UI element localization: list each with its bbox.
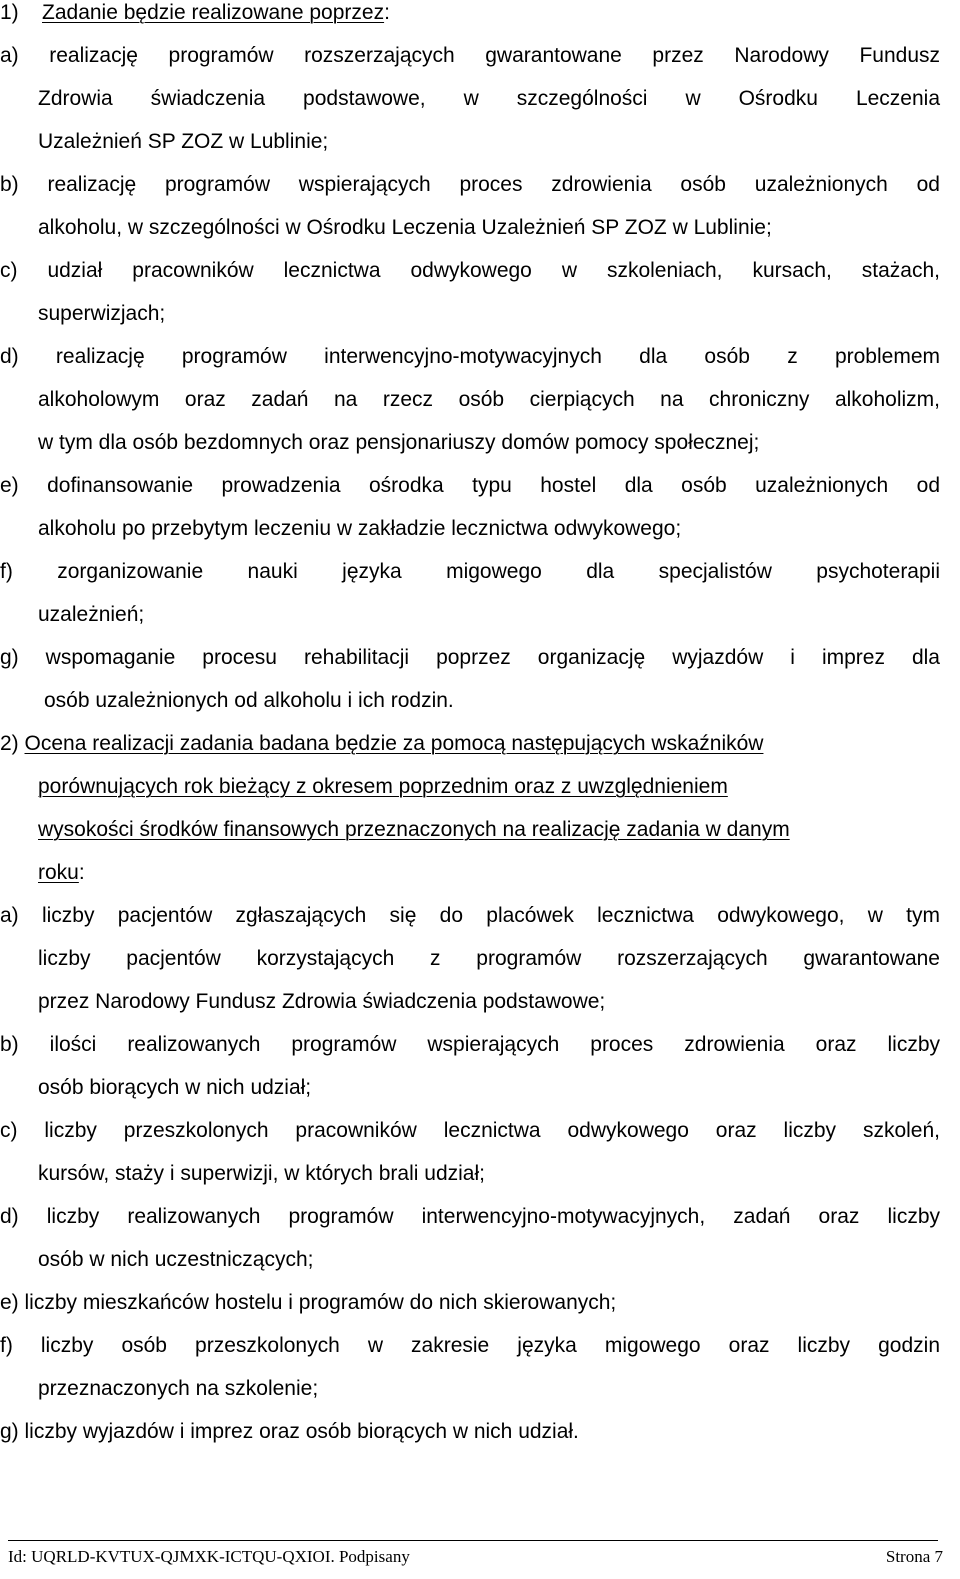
line-text: f) liczby osób przeszkolonych w zakresie języka migowego oraz liczby godzin — [0, 1334, 940, 1357]
line-text: c) liczby przeszkolonych pracowników lecznictwa odwykowego oraz liczby szkoleń, — [0, 1119, 940, 1142]
text-line — [0, 43, 940, 69]
line-tail: : — [384, 1, 390, 24]
text-line — [38, 430, 940, 456]
text-line — [0, 172, 940, 198]
text-line — [0, 1032, 940, 1058]
text-line — [0, 1290, 940, 1316]
text-line — [0, 559, 940, 585]
line-text: g) wspomaganie procesu rehabilitacji poprzez organizację wyjazdów i imprez dla — [0, 646, 940, 669]
footer-rule — [8, 1540, 938, 1541]
line-text: kursów, staży i superwizji, w których brali udział; — [38, 1162, 485, 1185]
text-line — [0, 731, 940, 757]
text-line — [38, 215, 940, 241]
text-line — [0, 1333, 940, 1359]
text-line — [38, 989, 940, 1015]
text-line — [38, 1075, 940, 1101]
text-line — [38, 516, 940, 542]
text-line — [38, 1247, 940, 1273]
text-line — [38, 129, 940, 155]
line-text: osób w nich uczestniczących; — [38, 1248, 314, 1271]
line-text: 1) — [0, 1, 43, 24]
line-tail: : — [78, 861, 85, 884]
text-line — [0, 473, 940, 499]
line-text: a) liczby pacjentów zgłaszających się do placówek lecznictwa odwykowego, w tym — [0, 904, 940, 927]
line-text: g) liczby wyjazdów i imprez oraz osób biorących w nich udział. — [0, 1420, 579, 1443]
line-text: e) dofinansowanie prowadzenia ośrodka typu hostel dla osób uzależnionych od — [0, 474, 940, 497]
text-line — [38, 860, 940, 886]
page-number: Strona 7 — [885, 1547, 943, 1566]
text-line — [0, 344, 940, 370]
line-text: alkoholu, w szczególności w Ośrodku Leczenia Uzależnień SP ZOZ w Lublinie; — [38, 216, 772, 239]
line-text: superwizjach; — [38, 302, 166, 325]
line-text: alkoholowym oraz zadań na rzecz osób cierpiących na chroniczny alkoholizm, — [38, 388, 940, 411]
line-text: d) liczby realizowanych programów interwencyjno-motywacyjnych, zadań oraz liczby — [0, 1205, 940, 1228]
text-line — [38, 774, 944, 800]
line-text: uzależnień; — [38, 603, 145, 626]
text-line — [0, 1118, 940, 1144]
line-text: w tym dla osób bezdomnych oraz pensjonariuszy domów pomocy społecznej; — [38, 431, 760, 454]
line-text: b) ilości realizowanych programów wspierających proces zdrowienia oraz liczby — [0, 1033, 940, 1056]
underlined-text: roku — [38, 861, 79, 884]
line-text: osób biorących w nich udział; — [38, 1076, 312, 1099]
text-line — [0, 903, 940, 929]
text-line — [0, 1204, 940, 1230]
underlined-text: wysokości środków finansowych przeznaczonych na realizację zadania w danym — [38, 818, 790, 841]
line-text: d) realizację programów interwencyjno-motywacyjnych dla osób z problemem — [0, 345, 940, 368]
text-line — [38, 1161, 940, 1187]
text-line — [44, 688, 940, 714]
underlined-text: Ocena realizacji zadania badana będzie za pomocą następujących wskaźników — [24, 732, 764, 755]
text-line — [38, 387, 940, 413]
underlined-text: porównujących rok bieżący z okresem poprzednim oraz z uwzględnieniem — [38, 775, 728, 798]
line-text: e) liczby mieszkańców hostelu i programów do nich skierowanych; — [0, 1291, 617, 1314]
text-line — [38, 946, 940, 972]
line-text: alkoholu po przebytym leczeniu w zakładzie lecznictwa odwykowego; — [38, 517, 682, 540]
document-id: Id: UQRLD-KVTUX-QJMXK-ICTQU-QXIOI. Podpisany — [8, 1547, 410, 1566]
line-text: przez Narodowy Fundusz Zdrowia świadczenia podstawowe; — [38, 990, 606, 1013]
text-line — [0, 0, 940, 26]
line-text: liczby pacjentów korzystających z programów rozszerzających gwarantowane — [38, 947, 940, 970]
line-text: a) realizację programów rozszerzających gwarantowane przez Narodowy Fundusz — [0, 44, 940, 67]
line-text: przeznaczonych na szkolenie; — [38, 1377, 319, 1400]
text-line — [0, 645, 940, 671]
line-text: Zdrowia świadczenia podstawowe, w szczególności w Ośrodku Leczenia — [38, 87, 940, 110]
text-line — [38, 602, 940, 628]
line-text: f) zorganizowanie nauki języka migowego dla specjalistów psychoterapii — [0, 560, 940, 583]
text-line — [0, 258, 940, 284]
text-line — [38, 86, 940, 112]
text-line — [38, 301, 940, 327]
text-line — [0, 1419, 940, 1445]
text-line — [38, 1376, 940, 1402]
text-line — [38, 817, 944, 843]
footer — [8, 1545, 943, 1569]
line-text: c) udział pracowników lecznictwa odwykowego w szkoleniach, kursach, stażach, — [0, 259, 940, 282]
line-text: b) realizację programów wspierających proces zdrowienia osób uzależnionych od — [0, 173, 940, 196]
line-text: Uzależnień SP ZOZ w Lublinie; — [38, 130, 329, 153]
line-text: osób uzależnionych od alkoholu i ich rodzin. — [44, 689, 454, 712]
underlined-text: Zadanie będzie realizowane poprzez — [42, 1, 385, 24]
line-text: 2) — [0, 732, 25, 755]
